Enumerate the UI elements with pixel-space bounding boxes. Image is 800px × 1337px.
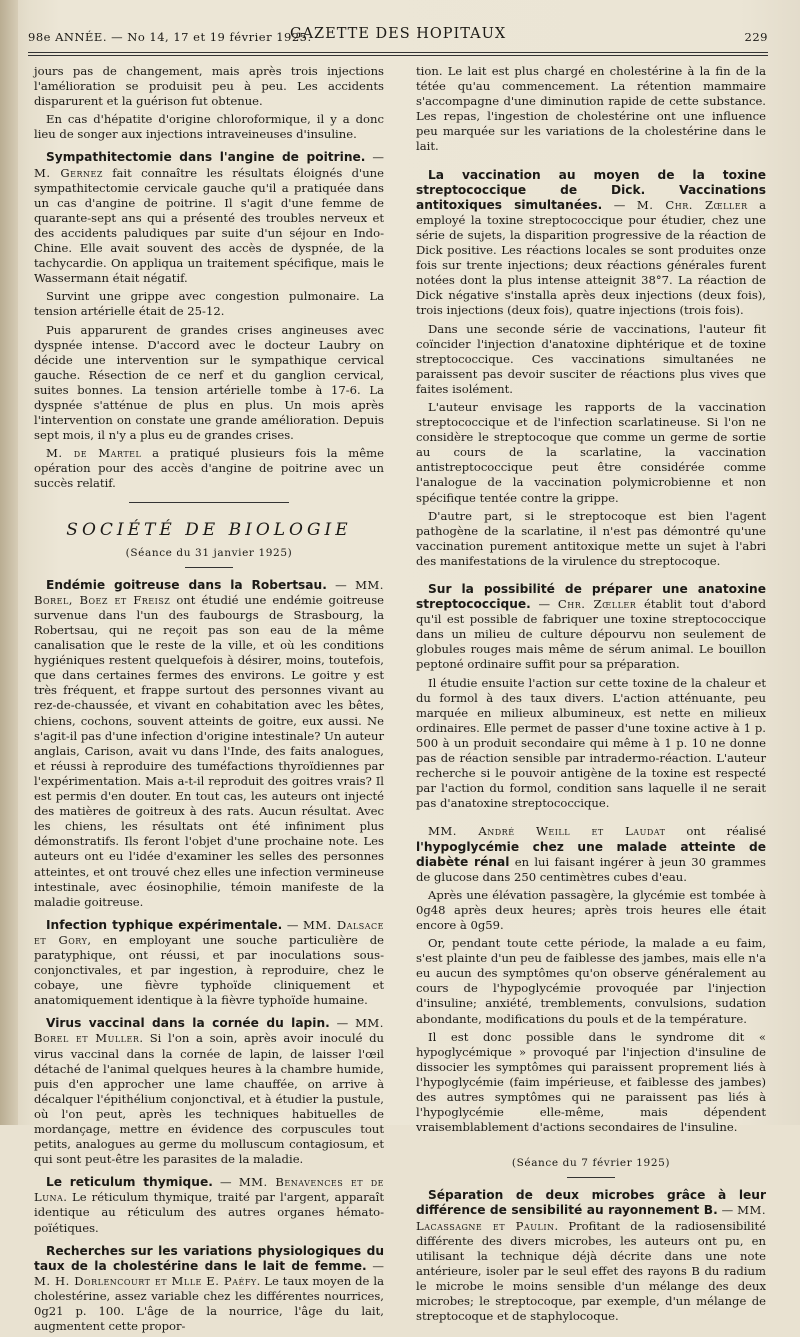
article-author: M. H. Dorlencourt et Mlle E. Paéfy: [34, 1273, 257, 1288]
article-anatoxine: Sur la possibilité de préparer une anatoxine streptococcique. — Chr. Zœller établit tout d'abord qu'il est possible de fabriquer une toxine streptococcique dans un milieu de culture dépourvu non seulement de globules rouges mais même de sérum animal. Le bouillon peptoné ordinaire suffit pour sa préparation.: [416, 582, 766, 672]
paragraph: jours pas de changement, mais après trois injections l'amélioration se produisit peu à peu. Les accidents disparurent et la guérison fut obtenue.: [34, 64, 384, 109]
article-title: Virus vaccinal dans la cornée du lapin.: [46, 1016, 330, 1031]
article-title: Séparation de deux microbes grâce à leur différence de sensibilité au rayonnement B.: [416, 1188, 766, 1218]
article-text: . Si l'on a soin, après avoir inoculé du virus vaccinal dans la cornée de lapin, de laisser l'œil détaché de l'animal quelques heures à la chambre humide, puis d'en approcher une lame chauffée, on arrive à décalquer l'épithélium conjonctival, et à étudier la pustule, où l'on peut, après les techniques habituelles de mordançage, mettre en évidence des corpuscules tout petits, analogues au germe du molluscum contagiosum, et qui sont peut-être les parasites de la maladie.: [34, 1031, 384, 1167]
paragraph: D'autre part, si le streptocoque est bien l'agent pathogène de la scarlatine, il n'est pas démontré qu'une vaccination purement antitoxique mette un sujet à l'abri des manifestations de la virulence du streptocoque.: [416, 508, 766, 568]
article-sympathitectomie: Sympathitectomie dans l'angine de poitrine. — M. Gernez fait connaître les résultats éloignés d'une sympathitectomie cervicale gauche qu'il a pratiquée dans un cas d'angine de poitrine. Il s'agit d'une femme de quarante-sept ans qui a présenté des troubles nerveux et des accidents paludiques par suite d'un séjour en Indo-Chine. Elle avait souvent des accès de dyspnée, de la tachycardie. On appliqua un traitement spécifique, mais le Wassermann était négatif.: [34, 150, 385, 286]
article-text: a pratiqué plusieurs fois la même opération pour des accès d'angine de poitrine avec un succès relatif.: [34, 446, 384, 491]
article-text: établit tout d'abord qu'il est possible de fabriquer une toxine streptococcique dans un milieu de culture dépourvu non seulement de globules rouges mais même de sérum animal. Le bouillon peptoné ordinaire suffit pour sa préparation.: [416, 597, 766, 672]
session-date: (Séance du 31 janvier 1925): [125, 546, 293, 559]
header-rule: [28, 52, 768, 53]
article-author: MM. Benavences et de Luna: [34, 1175, 384, 1205]
paragraph: tion. Le lait est plus chargé en cholestérine à la fin de la tétée qu'au commencement. La rétention mammaire s'accompagne d'une diminution rapide de cette substance. Les repas, l'ingestion de cholestérine ont une influence peu marquée sur les variations de la cholestérine dans le lait.: [416, 64, 766, 154]
header-rule-double: [28, 55, 768, 56]
article-text: , en employant une souche particulière de paratyphique, ont réussi, et par inoculations sous-conjonctivales, et par ingestion, à reproduire, chez le cobaye, une fièvre typhoïde cliniquement et anatomiquement identique à la fièvre typhoïde humaine.: [34, 932, 384, 1008]
article-text: . Profitant de la radiosensibilité différente des divers microbes, les auteurs ont pu, en utilisant la technique déjà décrite dans une note antérieure, isoler par le seul effet des rayons B du radium le microbe le moins sensible d'un mélange des deux microbes; le streptocoque, par exemple, d'un mélange de streptocoque et de staphylocoque.: [416, 1218, 766, 1324]
article-author: MM. Borel et Muller: [34, 1016, 384, 1046]
page-header: [28, 26, 768, 48]
section-rule: [129, 502, 289, 503]
session-date: (Séance du 7 février 1925): [511, 1157, 671, 1170]
left-column: [34, 64, 384, 1337]
article-text: fait connaître les résultats éloignés d'une sympathitectomie cervicale gauche qu'il a pratiquée dans un cas d'angine de poitrine. Il s'agit d'une femme de quarante-sept ans qui a présenté des troubles nerveux et des accidents paludiques par suite d'un séjour en Indo-Chine. Elle avait souvent des accès de dyspnée, de la tachycardie. On appliqua un traitement spécifique, mais le Wassermann était négatif.: [34, 165, 384, 286]
article-cholesterine: Recherches sur les variations physiologiques du taux de la cholestérine dans le lait de femme. — M. H. Dorlencourt et Mlle E. Paéfy. Le taux moyen de la cholestérine, assez variable chez les différentes nourrices, 0g21 p. 100. L'âge de la nourrice, l'âge du lait, augmentent cette propor-: [34, 1243, 385, 1334]
article-text: . Le réticulum thymique, traité par l'argent, apparaît identique au réticulum des autres organes hémato-poïétiques.: [34, 1190, 384, 1235]
article-author: MM. Borel, Boez et Freisz: [34, 577, 384, 607]
article-text: ont étudié une endémie goitreuse survenue dans l'un des faubourgs de Strasbourg, la Robertsau, qui ne reçoit pas son eau de la même canalisation que le reste de la ville, et où les conditions hygiéniques restent quelquefois à désirer, moins, toutefois, que dans certaines fermes des environs. Le goitre y est très fréquent, et frappe surtout des personnes vivant au rez-de-chaussée, et vivant en cohabitation avec les bêtes, chiens, cochons, souvent atteints de goitre, eux aussi. Ne s'agit-il pas d'une infection d'origine intestinale? Un auteur anglais, Carison, avait vu dans l'Inde, des faits analogues, et réussi à reproduire des tuméfactions thyroïdiennes par l'expérimentation. Mais a-t-il reproduit des goitres vrais? Il est permis d'en douter. En tout cas, les auteurs ont injecté des matières de goitreux à des rats. Aucun résultat. Avec les chiens, les résultats ont été infiniment plus démonstratifs. Ils feront l'objet d'une prochaine note. Les auteurs ont eu l'idée d'examiner les selles des personnes atteintes, et ont trouvé chez elles une infection vermineuse intestinale, avec éosinophilie, témoin manifeste de la maladie goitreuse.: [34, 592, 385, 909]
article-author: M. de Martel: [46, 446, 142, 461]
article-author: Chr. Zœller: [557, 597, 637, 612]
article-text: . Le taux moyen de la cholestérine, assez variable chez les différentes nourrices, 0g21 p. 100. L'âge de la nourrice, l'âge du lait, augmentent cette propor-: [34, 1273, 384, 1334]
article-title: La vaccination au moyen de la toxine streptococcique de Dick. Vaccinations antitoxiques simultanées.: [416, 167, 766, 212]
article-author: M. Chr. Zœller: [636, 197, 748, 212]
article-title: Sur la possibilité de préparer une anatoxine streptococcique.: [416, 582, 766, 612]
article-title: Endémie goitreuse dans la Robertsau.: [46, 577, 327, 592]
journal-title: GAZETTE DES HOPITAUX: [290, 26, 507, 42]
article-text: a employé la toxine streptococcique pour étudier, chez une série de sujets, la disparition progressive de la réaction de Dick positive. Les réactions locales se sont produites onze fois sur trente injections; deux réactions générales furent notées dont la plus intense atteignit 38°7. La réaction de Dick négative s'installa après deux injections (deux fois), trois injections (deux fois), quatre injections (trois fois).: [416, 197, 767, 318]
paragraph: Or, pendant toute cette période, la malade a eu faim, s'est plainte d'un peu de faiblesse des jambes, mais elle n'a eu aucun des symptômes qu'on observe généralement au cours de l'hypoglycémie provoquée par l'injection d'insuline; anxiété, tremblements, convulsions, sudation abondante, modifications du pouls et de la température.: [416, 936, 766, 1026]
article-hypoglycemie: [416, 824, 766, 884]
paragraph: En cas d'hépatite d'origine chloroformique, il y a donc lieu de songer aux injections intraveineuses d'insuline.: [34, 112, 384, 142]
paragraph: Survint une grippe avec congestion pulmonaire. La tension artérielle était de 25-12.: [34, 289, 384, 319]
paragraph: [34, 446, 384, 491]
society-heading: SOCIÉTÉ DE BIOLOGIE: [66, 519, 352, 540]
article-author: MM. Dalsace et Gory: [34, 917, 384, 947]
paragraph: L'auteur envisage les rapports de la vaccination streptococcique et de l'infection scarlatineuse. Si l'on ne considère le streptocoque que comme un germe de sortie au cours de la scarlatine, la vaccination antistreptococcique peut être considérée comme l'analogue de la vaccination polymicrobienne et non spécifique tentée contre la grippe.: [416, 399, 766, 505]
paragraph: Il étudie ensuite l'action sur cette toxine de la chaleur et du formol à des taux divers. L'action atténuante, peu marquée en milieux albumineux, est nette en milieux ordinaires. Elle permet de passer d'une toxine active à 1 p. 500 à un produit secondaire qui même à 1 p. 10 ne donne pas de réaction sensible par intradermo-réaction. L'auteur recherche si le pouvoir antigène de la toxine est respecté par l'action du formol, condition sans laquelle il ne serait pas d'anatoxine streptococcique.: [416, 675, 766, 811]
paragraph: Puis apparurent de grandes crises angineuses avec dyspnée intense. D'accord avec le docteur Laubry on décide une intervention sur le sympathique cervical gauche. Résection de ce nerf et du ganglion cervical, suites bonnes. La tension artérielle tombe à 17-6. La dyspnée s'atténue de plus en plus. Un mois après l'intervention on constate une grande amélioration. Depuis sept mois, il n'y a plus eu de grandes crises.: [34, 322, 384, 443]
right-column: [416, 64, 766, 1327]
article-text: en lui faisant ingérer à jeun 30 grammes de glucose dans 250 centimètres cubes d'eau.: [416, 854, 766, 884]
article-vaccination-dick: La vaccination au moyen de la toxine streptococcique de Dick. Vaccinations antitoxiques simultanées. — M. Chr. Zœller a employé la toxine streptococcique pour étudier, chez une série de sujets, la disparition progressive de la réaction de Dick positive. Les réactions locales se sont produites onze fois sur trente injections; deux réactions générales furent notées dont la plus intense atteignit 38°7. La réaction de Dick négative s'installa après deux injections (deux fois), trois injections (deux fois), quatre injections (trois fois).: [416, 167, 767, 318]
article-lead: ont réalisé: [686, 824, 766, 839]
article-reticulum: Le reticulum thymique. — MM. Benavences et de Luna. Le réticulum thymique, traité par l'argent, apparaît identique au réticulum des autres organes hémato-poïétiques.: [34, 1175, 384, 1235]
paragraph: Après une élévation passagère, la glycémie est tombée à 0g48 après deux heures; après trois heures elle était encore à 0g59.: [416, 887, 766, 932]
page-binding-edge: [0, 0, 18, 1125]
page-number: 229: [744, 30, 768, 44]
section-rule: [567, 1177, 615, 1178]
paragraph: Dans une seconde série de vaccinations, l'auteur fit coïncider l'injection d'anatoxine diphtérique et de toxine streptococcique. Ces vaccinations simultanées ne paraissent pas devoir susciter de réactions plus vives que faites isolément.: [416, 321, 766, 396]
article-title: Sympathitectomie dans l'angine de poitrine.: [46, 150, 366, 165]
article-virus-vaccinal: Virus vaccinal dans la cornée du lapin. — MM. Borel et Muller. Si l'on a soin, après avoir inoculé du virus vaccinal dans la cornée de lapin, de laisser l'œil détaché de l'animal quelques heures à la chambre humide, puis d'en approcher une lame chauffée, on arrive à décalquer l'épithélium conjonctival, et à étudier la pustule, où l'on peut, après les techniques habituelles de mordançage, mettre en évidence des corpuscules tout petits, analogues au germe du molluscum contagiosum, et qui sont peut-être les parasites de la maladie.: [34, 1016, 384, 1167]
paragraph: Il est donc possible dans le syndrome dit « hypoglycémique » provoqué par l'injection d'insuline de dissocier les symptômes qui paraissent proprement liés à l'hypoglycémie (faim impérieuse, et faiblesse des jambes) des autres symptômes qui ne paraissent pas liés à l'hypoglycémie elle-même, mais dépendent vraisemblablement d'actions secondaires de l'insuline.: [416, 1029, 766, 1135]
article-title: Recherches sur les variations physiologiques du taux de la cholestérine dans le lait de femme.: [34, 1243, 384, 1273]
article-title: Le reticulum thymique.: [46, 1175, 213, 1190]
article-title: Infection typhique expérimentale.: [46, 917, 283, 932]
article-author: M. Gernez: [34, 165, 103, 180]
article-author: MM. Lacassagne et Paulin: [416, 1203, 767, 1233]
section-rule: [185, 567, 233, 568]
issue-info: 98e ANNÉE. — No 14, 17 et 19 février 1925.: [28, 30, 312, 44]
article-goitre: Endémie goitreuse dans la Robertsau. — MM. Borel, Boez et Freisz ont étudié une endémie goitreuse survenue dans l'un des faubourgs de Strasbourg, la Robertsau, qui ne reçoit pas son eau de la même canalisation que le reste de la ville, et où les conditions hygiéniques restent quelquefois à désirer, moins, toutefois, que dans certaines fermes des environs. Le goitre y est très fréquent, et frappe surtout des personnes vivant au rez-de-chaussée, et vivant en cohabitation avec les bêtes, chiens, cochons, souvent atteints de goitre, eux aussi. Ne s'agit-il pas d'une infection d'origine intestinale? Un auteur anglais, Carison, avait vu dans l'Inde, des faits analogues, et réussi à reproduire des tuméfactions thyroïdiennes par l'expérimentation. Mais a-t-il reproduit des goitres vrais? Il est permis d'en douter. En tout cas, les auteurs ont injecté des matières de goitreux à des rats. Aucun résultat. Avec les chiens, les résultats ont été infiniment plus démonstratifs. Ils feront l'objet d'une prochaine note. Les auteurs ont eu l'idée d'examiner les selles des personnes atteintes, et ont trouvé chez elles une infection vermineuse intestinale, avec éosinophilie, témoin manifeste de la maladie goitreuse.: [34, 577, 385, 909]
article-separation-microbes: Séparation de deux microbes grâce à leur différence de sensibilité au rayonnement B. — MM. Lacassagne et Paulin. Profitant de la radiosensibilité différente des divers microbes, les auteurs ont pu, en utilisant la technique déjà décrite dans une note antérieure, isoler par le seul effet des rayons B du radium le microbe le moins sensible d'un mélange des deux microbes; le streptocoque, par exemple, d'un mélange de streptocoque et de staphylocoque.: [416, 1188, 767, 1324]
article-title: l'hypoglycémie chez une malade atteinte de diabète rénal: [416, 839, 766, 869]
article-typhique: Infection typhique expérimentale. — MM. Dalsace et Gory, en employant une souche particulière de paratyphique, ont réussi, et par inoculations sous-conjonctivales, et par ingestion, à reproduire, chez le cobaye, une fièvre typhoïde cliniquement et anatomiquement identique à la fièvre typhoïde humaine.: [34, 917, 384, 1008]
article-author: MM. André Weill et Laudat: [428, 824, 666, 839]
